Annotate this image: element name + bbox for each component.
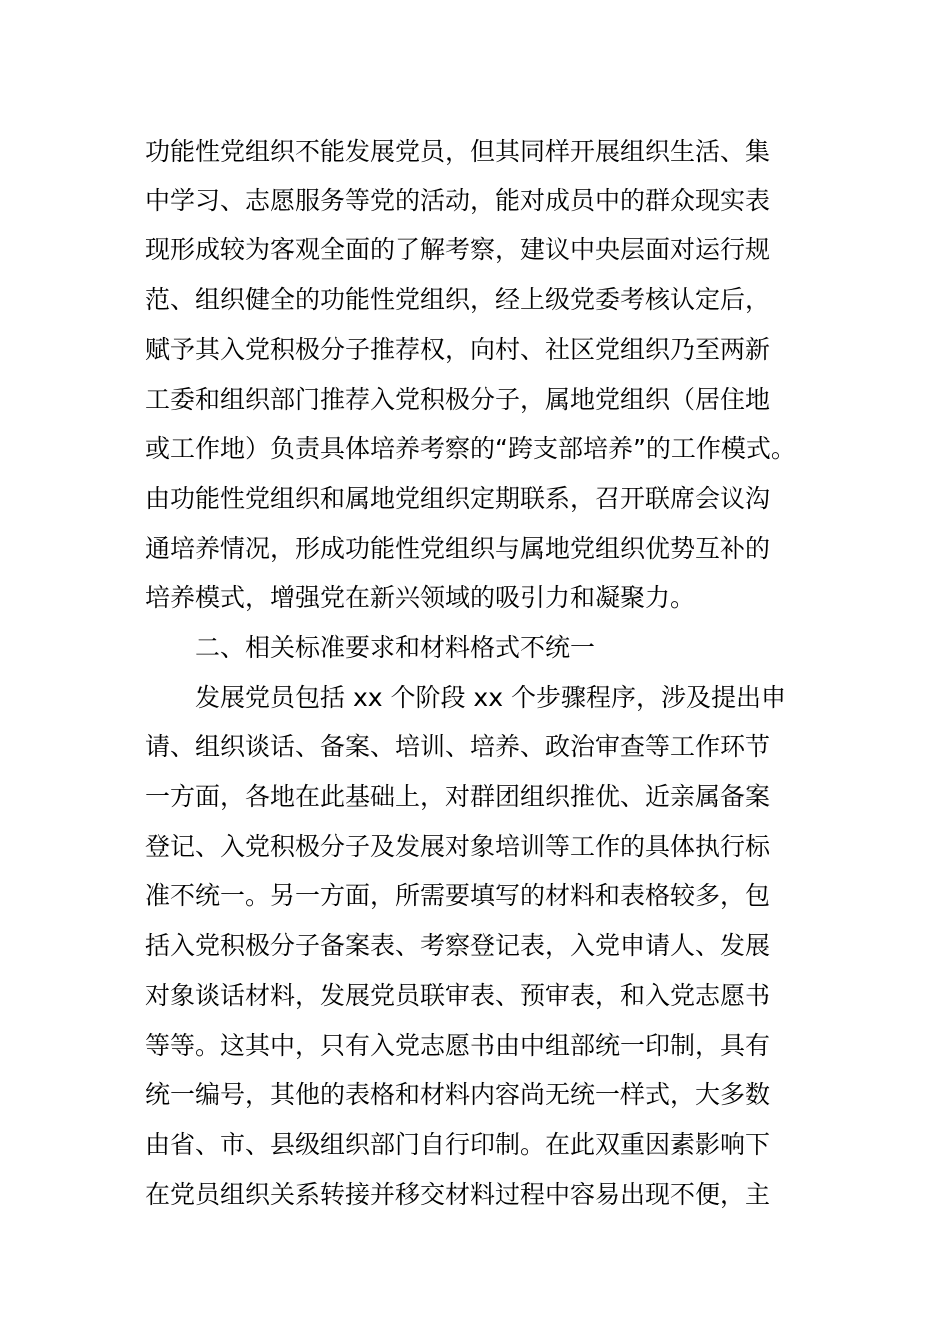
body-text-line: 等等。这其中，只有入党志愿书由中组部统一印制，具有 (145, 1031, 771, 1060)
body-text-line: 培养模式，增强党在新兴领域的吸引力和凝聚力。 (145, 583, 696, 612)
body-text-line: 准不统一。另一方面，所需要填写的材料和表格较多，包 (145, 881, 771, 910)
body-text-line: 括入党积极分子备案表、考察登记表，入党申请人、发展 (145, 931, 771, 960)
body-text-line: 由省、市、县级组织部门自行印制。在此双重因素影响下 (145, 1130, 771, 1159)
body-text-line: 或工作地）负责具体培养考察的“跨支部培养”的工作模式。 (145, 434, 796, 463)
body-text-line: 发展党员包括 xx 个阶段 xx 个步骤程序，涉及提出申 (195, 683, 786, 712)
body-text-line: 中学习、志愿服务等党的活动，能对成员中的群众现实表 (145, 186, 771, 215)
body-text-line: 一方面，各地在此基础上，对群团组织推优、近亲属备案 (145, 782, 771, 811)
body-text-line: 范、组织健全的功能性党组织，经上级党委考核认定后， (145, 285, 771, 314)
body-text-line: 由功能性党组织和属地党组织定期联系，召开联席会议沟 (145, 484, 771, 513)
body-text-line: 登记、入党积极分子及发展对象培训等工作的具体执行标 (145, 832, 771, 861)
body-text-line: 通培养情况，形成功能性党组织与属地党组织优势互补的 (145, 534, 771, 563)
body-text-line: 请、组织谈话、备案、培训、培养、政治审查等工作环节 (145, 732, 771, 761)
body-text-line: 赋予其入党积极分子推荐权，向村、社区党组织乃至两新 (145, 335, 771, 364)
body-text-line: 统一编号，其他的表格和材料内容尚无统一样式，大多数 (145, 1080, 771, 1109)
body-text-line: 功能性党组织不能发展党员，但其同样开展组织生活、集 (145, 137, 771, 166)
body-text-line: 对象谈话材料，发展党员联审表、预审表，和入党志愿书 (145, 981, 771, 1010)
body-text-line: 工委和组织部门推荐入党积极分子，属地党组织（居住地 (145, 385, 771, 414)
body-text-line: 在党员组织关系转接并移交材料过程中容易出现不便，主 (145, 1180, 771, 1209)
body-text-line: 现形成较为客观全面的了解考察，建议中央层面对运行规 (145, 235, 771, 264)
section-heading: 二、相关标准要求和材料格式不统一 (195, 633, 596, 662)
